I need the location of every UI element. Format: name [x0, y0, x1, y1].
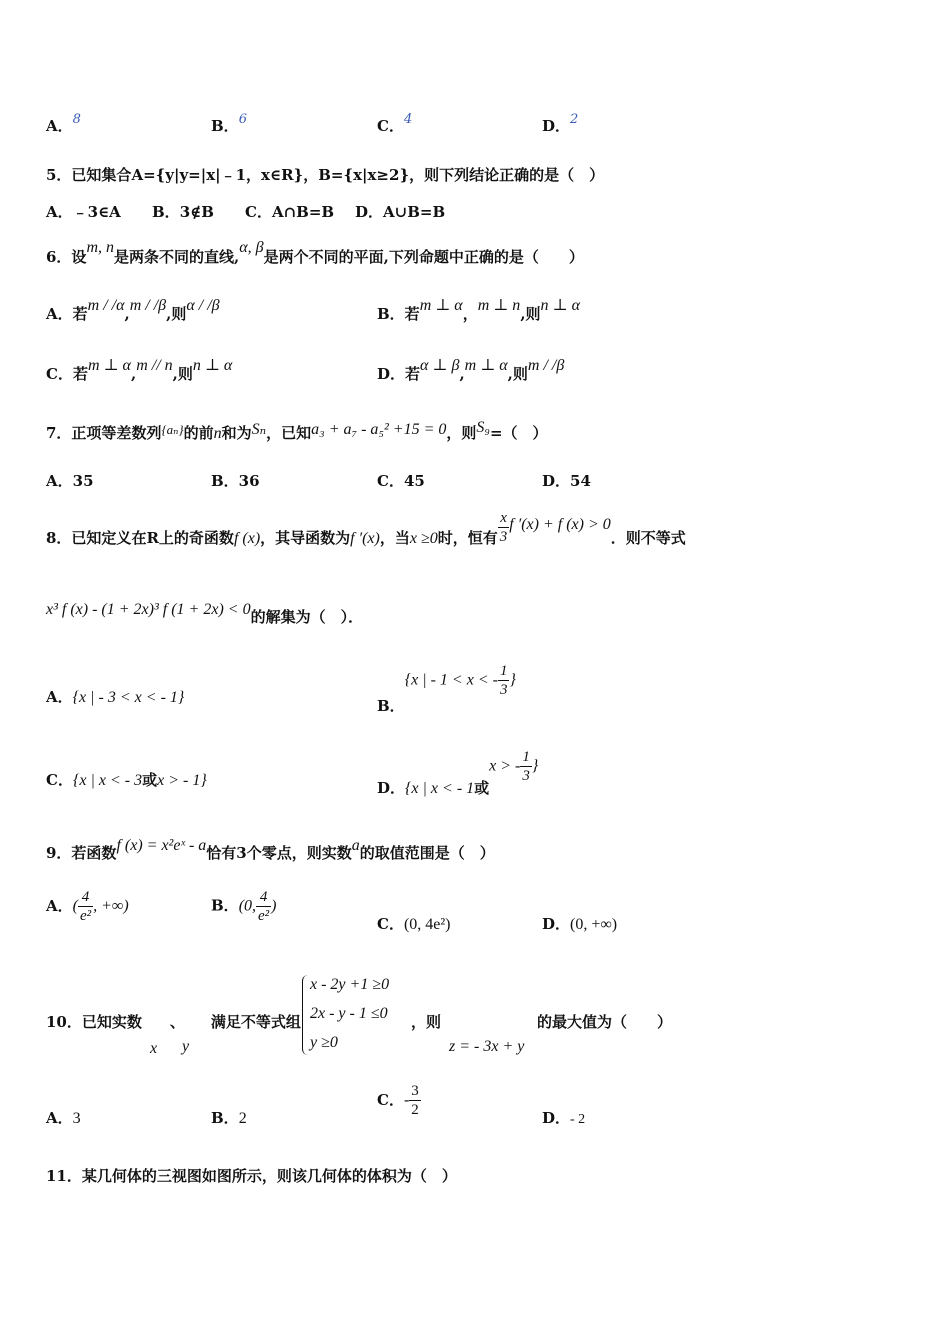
q5-option-a: A．﹣3∈A — [46, 203, 121, 221]
q4-option-d: D．2 — [542, 112, 579, 135]
q10-option-a: A．3 — [46, 1109, 81, 1127]
q10-var-y: y — [182, 1038, 190, 1055]
q10-stem-end: 的最大值为（ ） — [537, 1013, 673, 1031]
q10-system-brace — [302, 975, 309, 1055]
q6-stem: 6．设m, n是两条不同的直线,α, β是两个不同的平面,下列命题中正确的是（ ） — [46, 239, 584, 266]
q7-option-c: C．45 — [377, 472, 425, 490]
q9-option-c: C．(0, 4e²) — [377, 915, 451, 933]
q7-stem: 7．正项等差数列{aₙ}的前n和为Sₙ，已知a₃ + a₇ - a₅² +15 = 0，则S₉=（ ） — [46, 419, 548, 442]
q5-stem: 5．已知集合A={y|y=|x|﹣1，x∈R}，B={x|x≥2}，则下列结论正确的是（ ） — [46, 166, 605, 184]
q8-frac: $\frac{x}{3}$ — [499, 509, 508, 545]
q5-option-b: B．3∉B — [152, 203, 214, 221]
q6-option-d: D．若α ⊥ β,m ⊥ α,则m / /β — [377, 357, 565, 383]
q5-option-c: C．A∩B=B — [245, 203, 335, 221]
q8-option-d: D．{x | x < - 1或x > - $\frac{1}{3}$ } — [377, 749, 539, 797]
q10-stem-then: ，则 — [411, 1013, 442, 1031]
q4-option-a: A．8 — [46, 112, 81, 135]
q10-option-b: B．2 — [211, 1109, 247, 1127]
q6-option-c: C．若m ⊥ α,m // n,则n ⊥ α — [46, 357, 233, 383]
q10-var-x: x — [150, 1040, 158, 1057]
q10-constraint-2: 2x - y - 1 ≤0 — [310, 1005, 388, 1022]
q10-option-c: C．- $\frac{3}{2}$ — [377, 1083, 419, 1118]
q10-stem: 10．已知实数 、 满足不等式组 — [46, 1013, 301, 1031]
q8-option-a: A．{x | - 3 < x < - 1} — [46, 688, 185, 706]
q8-option-c: C．{x | x < - 3或x > - 1} — [46, 771, 207, 789]
q4-option-b: B．6 — [211, 112, 247, 135]
q9-option-a: A．( $\frac{4}{\text{e²}}$ , +∞) — [46, 889, 129, 924]
q9-option-d: D．(0, +∞) — [542, 915, 618, 933]
q5-option-d: D．A∪B=B — [355, 203, 446, 221]
q9-stem: 9．若函数f (x) = x²eˣ - a恰有3个零点，则实数a的取值范围是（ ） — [46, 837, 495, 862]
q10-objective: z = - 3x + y — [449, 1038, 525, 1055]
q10-constraint-1: x - 2y +1 ≥0 — [310, 976, 390, 993]
q9-option-b: B．(0, $\frac{4}{\text{e²}}$ ) — [211, 889, 277, 924]
q7-option-b: B．36 — [211, 472, 260, 490]
q6-option-b: B．若m ⊥ α，m ⊥ n,则n ⊥ α — [377, 297, 580, 323]
q8-option-b: B．{x | - 1 < x < - $\frac{1}{3}$ } — [377, 663, 516, 715]
q8-stem-line1: 8．已知定义在R上的奇函数f (x)，其导函数为f ′(x)，当x ≥0时，恒有 $\frac{x}{3}$ f ′(x) + f (x) > 0．则不等式 — [46, 509, 686, 547]
q10-option-d: D．- 2 — [542, 1109, 586, 1127]
q7-option-a: A．35 — [46, 472, 94, 490]
q11-stem: 11．某几何体的三视图如图所示，则该几何体的体积为（ ） — [46, 1167, 457, 1185]
q4-option-c: C．4 — [377, 112, 413, 135]
q7-option-d: D．54 — [542, 472, 591, 490]
q6-option-a: A．若m / /α,m / /β,则α / /β — [46, 297, 220, 323]
q10-constraint-3: y ≥0 — [310, 1034, 338, 1051]
q8-stem-line2: x³ f (x) - (1 + 2x)³ f (1 + 2x) < 0的解集为（ ）． — [46, 601, 364, 626]
